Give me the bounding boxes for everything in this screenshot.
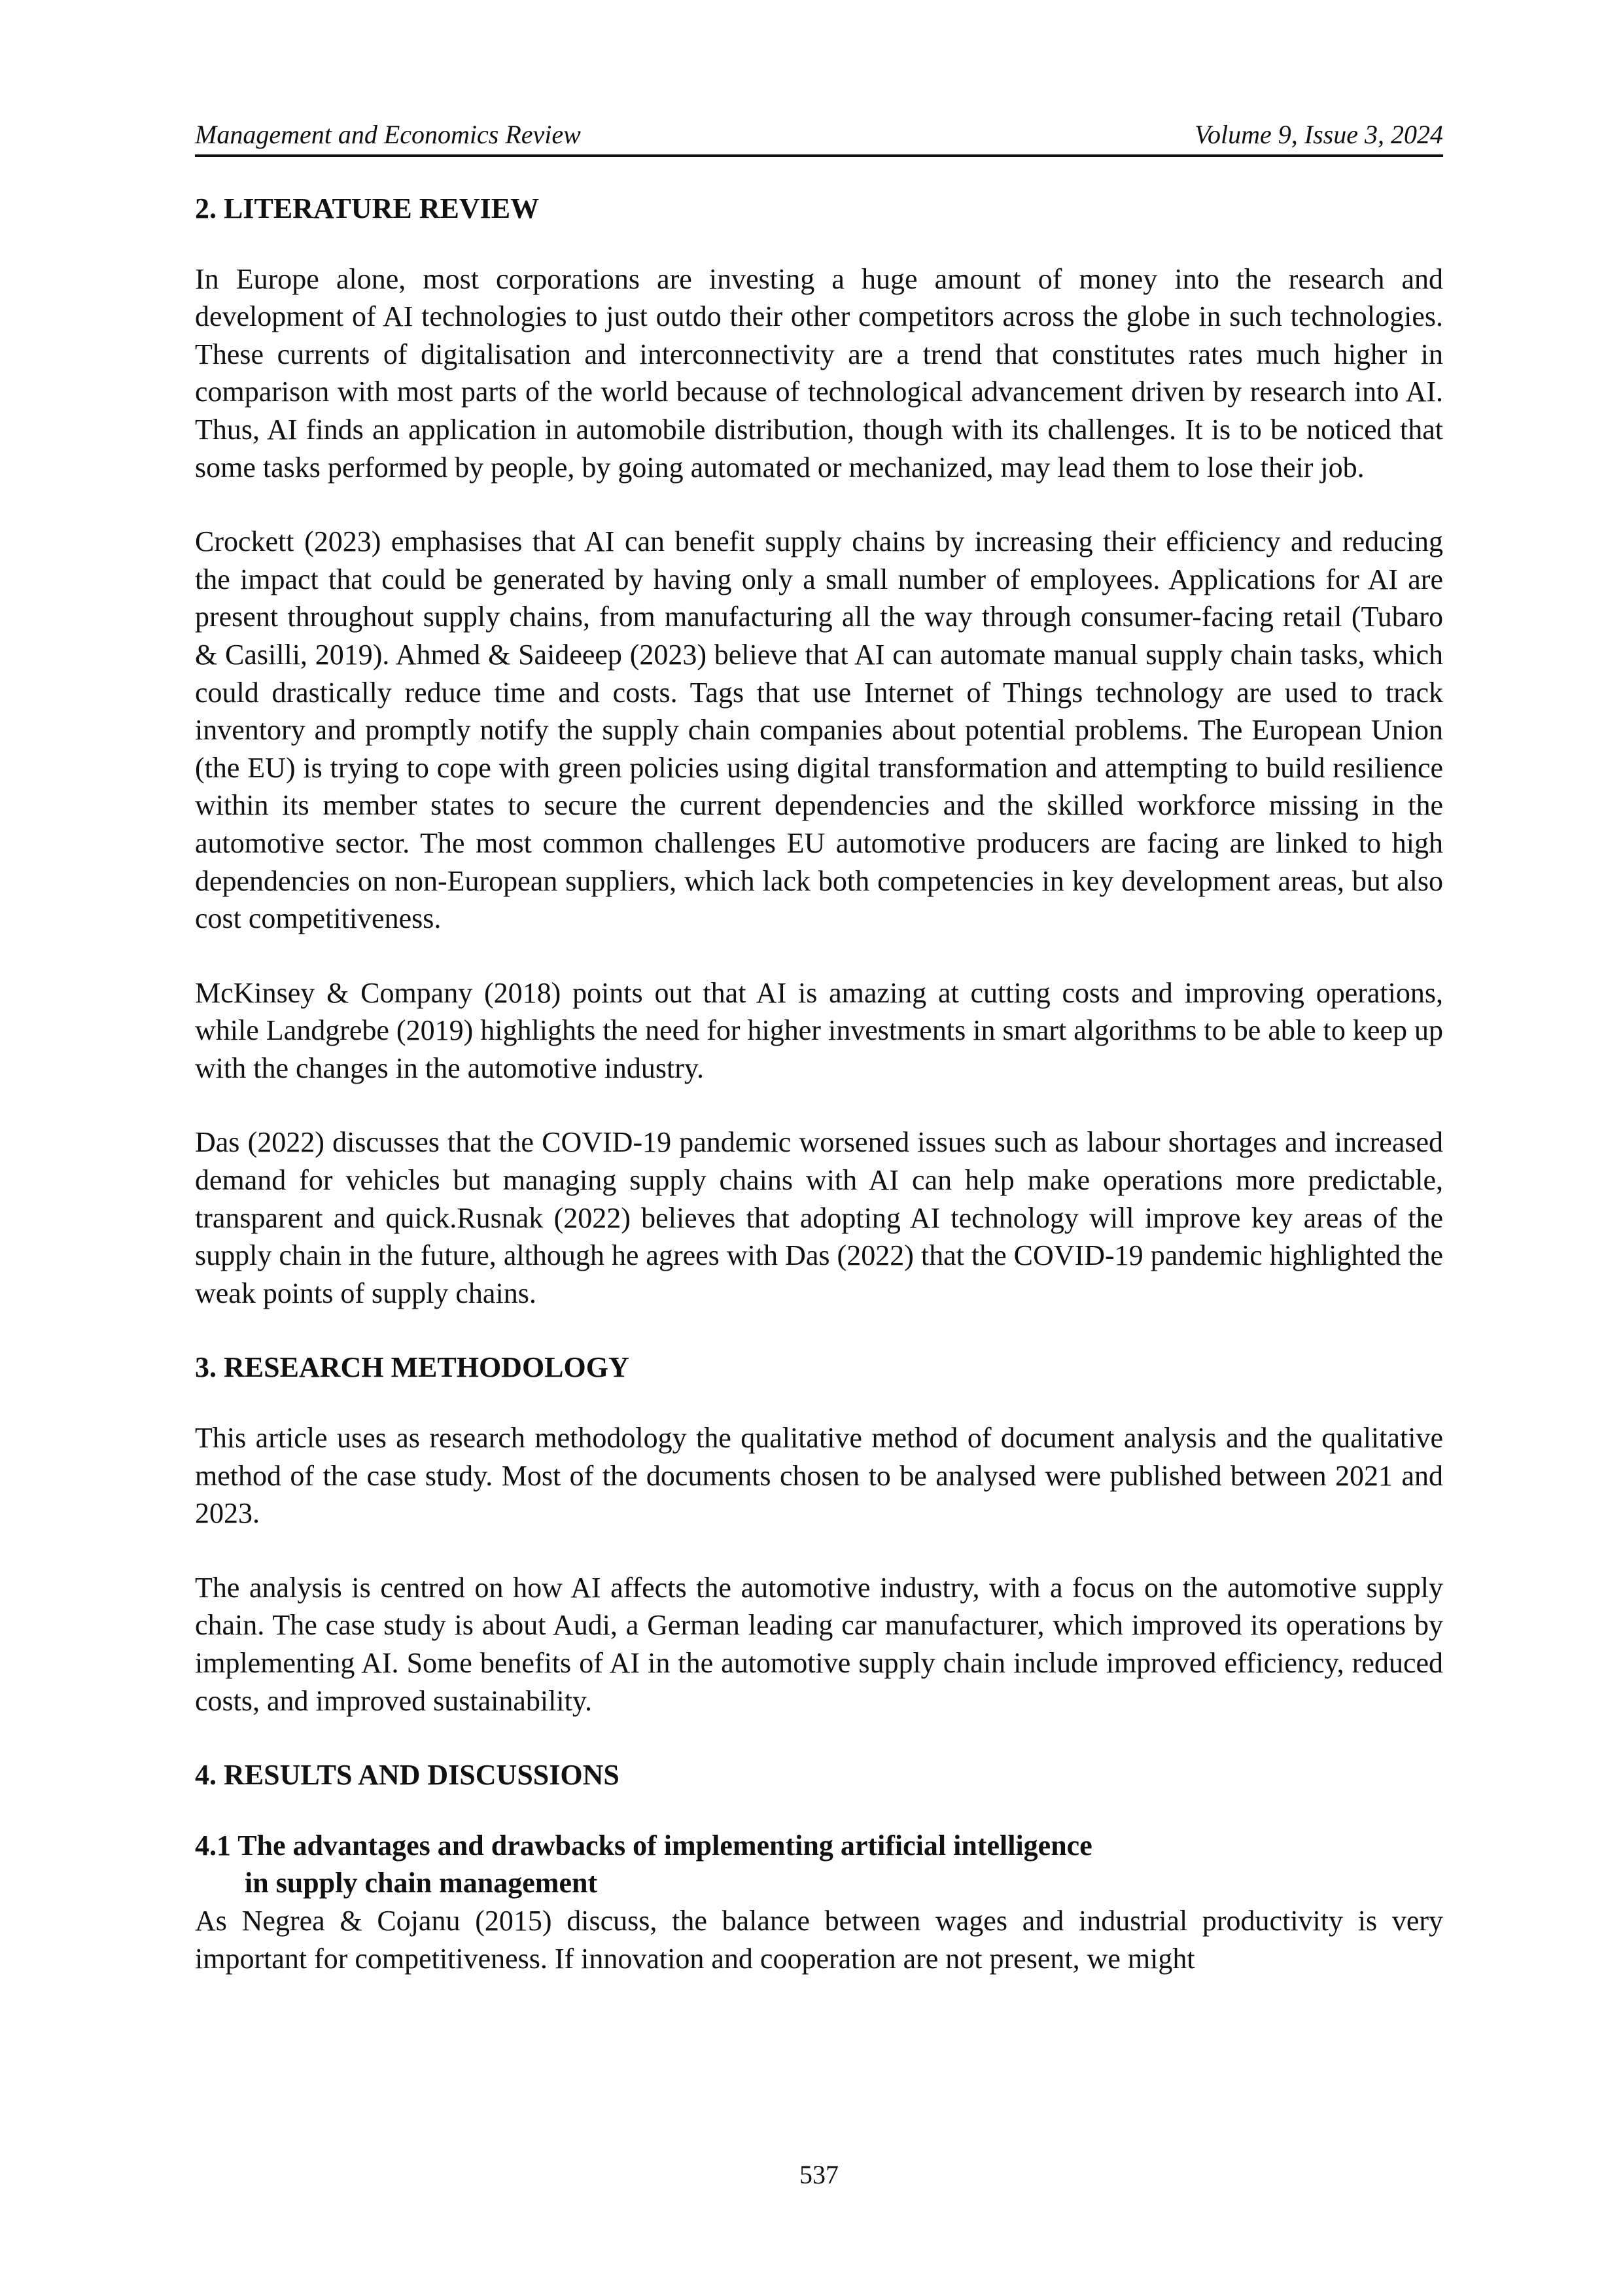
running-header [195,115,1443,157]
paragraph: The analysis is centred on how AI affects the automotive industry, with a focus on the automotive supply chain. The case study is about Audi, a German leading car manufacturer, which improved its operations by implementing AI. Some benefits of AI in the automotive supply chain include improved efficiency, reduced costs, and improved sustainability. [195,1571,1443,1717]
paragraph: Crockett (2023) emphasises that AI can benefit supply chains by increasing their efficiency and reducing the impact that could be generated by having only a small number of employees. Applications for AI are present throughout supply chains, from manufacturing all the way through consumer-facing retail (Tubaro & Casilli, 2019). Ahmed & Saideeep (2023) believe that AI can automate manual supply chain tasks, which could drastically reduce time and costs. Tags that use Internet of Things technology are used to track inventory and promptly notify the supply chain companies about potential problems. The European Union (the EU) is trying to cope with green policies using digital transformation and attempting to build resilience within its member states to secure the current dependencies and the skilled workforce missing in the automotive sector. The most common challenges EU automotive producers are facing are linked to high dependencies on non-European suppliers, which lack both competencies in key development areas, but also cost competitiveness. [195,525,1443,935]
subsection-heading-line2: in supply chain management [245,1867,598,1899]
paragraph: This article uses as research methodology the qualitative method of document analysis and the qualitative method of the case study. Most of the documents chosen to be analysed were published between 2021 and 2023. [195,1422,1443,1530]
paragraph: McKinsey & Company (2018) points out that AI is amazing at cutting costs and improving operations, while Landgrebe (2019) highlights the need for higher investments in smart algorithms to be able to keep up with the changes in the automotive industry. [195,976,1443,1084]
page-number: 537 [799,2160,839,2189]
article-body [195,190,1443,2014]
paragraph: In Europe alone, most corporations are investing a huge amount of money into the research and development of AI technologies to just outdo their other competitors across the globe in such technologies. These currents of digitalisation and interconnectivity are a trend that constitutes rates much higher in comparison with most parts of the world because of technological advancement driven by research into AI. Thus, AI finds an application in automobile distribution, though with its challenges. It is to be noticed that some tasks performed by people, by going automated or mechanized, may lead them to lose their job. [195,262,1443,484]
subsection-heading-line1: 4.1 The advantages and drawbacks of implementing artificial intelligence [195,1829,1092,1862]
section-heading-research-methodology: 3. RESEARCH METHODOLOGY [195,1351,629,1384]
subsection-heading [195,1827,1443,1902]
document-page [195,0,1443,2296]
journal-title: Management and Economics Review [195,120,581,149]
section-heading-results: 4. RESULTS AND DISCUSSIONS [195,1759,620,1792]
paragraph: As Negrea & Cojanu (2015) discuss, the balance between wages and industrial productivity is very important for competitiveness. If innovation and cooperation are not present, we might [195,1904,1443,1975]
section-heading-literature-review: 2. LITERATURE REVIEW [195,192,540,224]
volume-issue: Volume 9, Issue 3, 2024 [1195,120,1443,149]
paragraph: Das (2022) discusses that the COVID-19 pandemic worsened issues such as labour shortages and increased demand for vehicles but managing supply chains with AI can help make operations more predictable, transparent and quick.Rusnak (2022) believes that adopting AI technology will improve key areas of the supply chain in the future, although he agrees with Das (2022) that the COVID-19 pandemic highlighted the weak points of supply chains. [195,1126,1443,1309]
